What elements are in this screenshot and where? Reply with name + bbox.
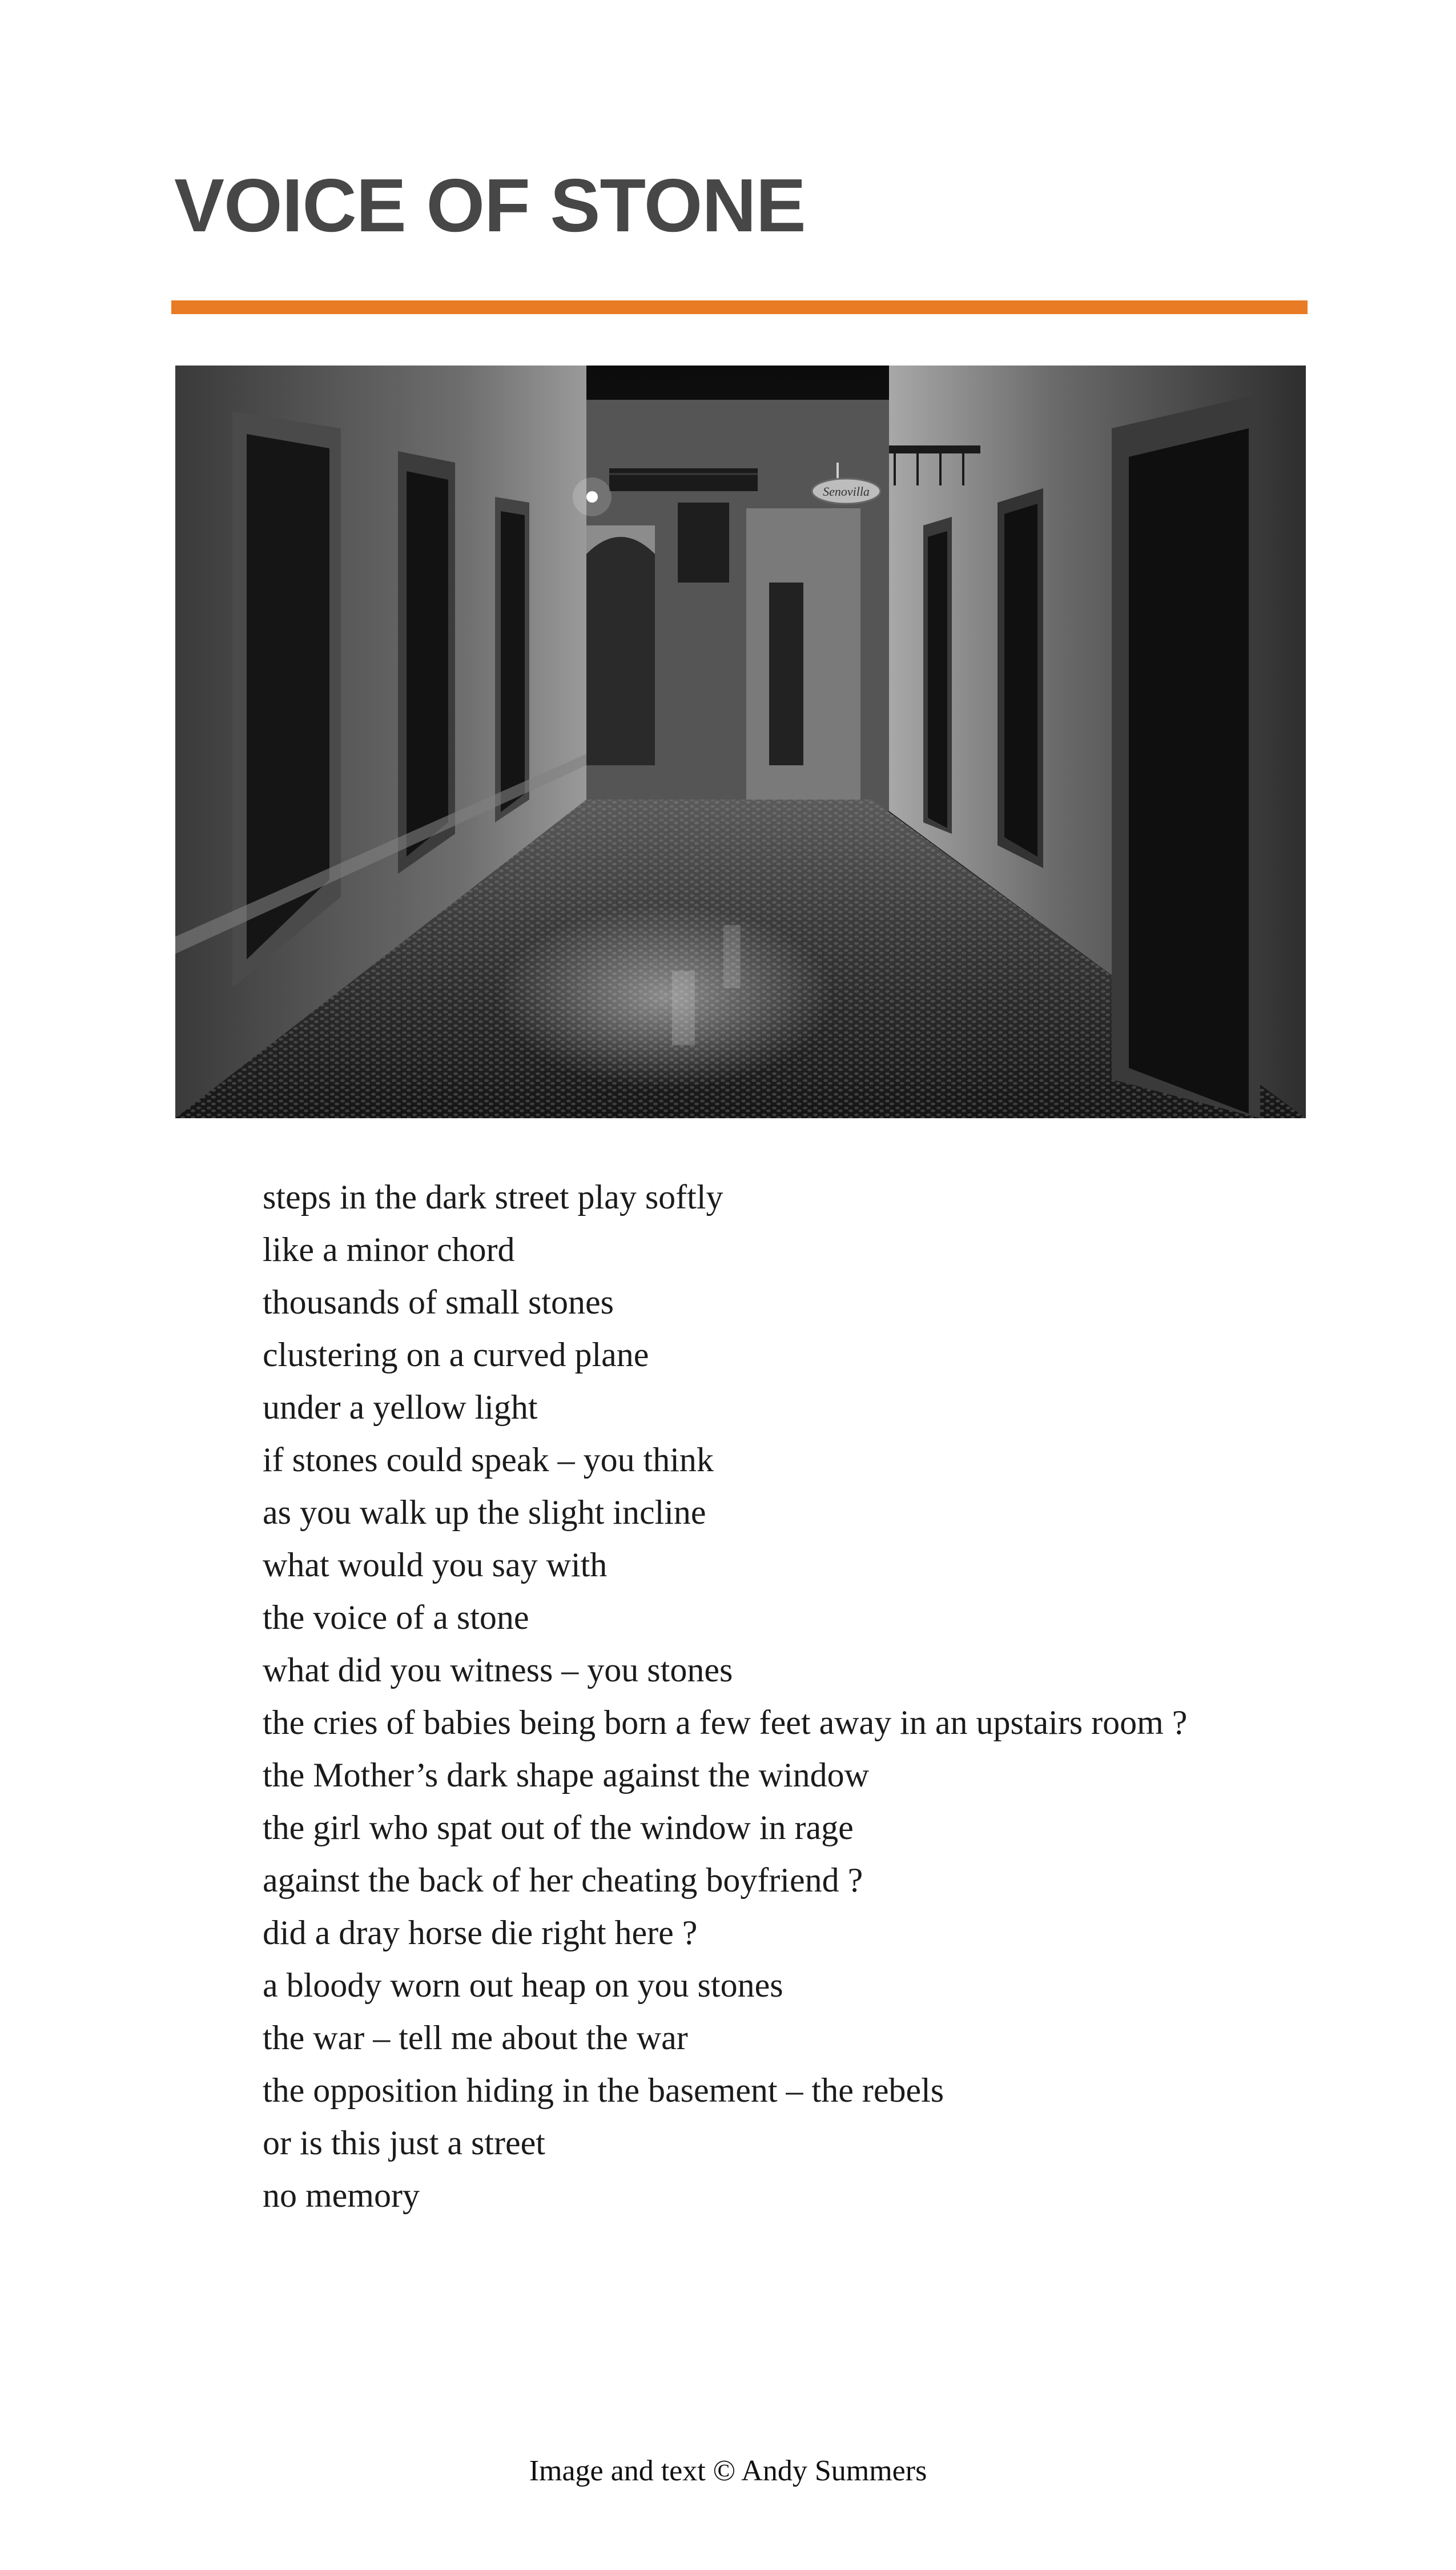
title-underline — [171, 300, 1308, 314]
poem-line: no memory — [263, 2177, 420, 2214]
poem-line: did a dray horse die right here ? — [263, 1914, 698, 1951]
poem-line: the cries of babies being born a few feet away in an upstairs room ? — [263, 1704, 1188, 1741]
hanging-sign-text: Senovilla — [823, 484, 870, 499]
poem-line: clustering on a curved plane — [263, 1336, 649, 1374]
poem-line: the voice of a stone — [263, 1599, 529, 1636]
poem-line: what did you witness – you stones — [263, 1651, 733, 1689]
poem-line: thousands of small stones — [263, 1283, 614, 1321]
poem-line: against the back of her cheating boyfriend ? — [263, 1861, 863, 1899]
poem-line: if stones could speak – you think — [263, 1441, 714, 1479]
page-title: VOICE OF STONE — [174, 163, 806, 247]
poem-line: under a yellow light — [263, 1388, 538, 1426]
poem — [263, 1171, 1187, 2222]
poem-line: the Mother’s dark shape against the window — [263, 1756, 869, 1794]
poem-line: the girl who spat out of the window in rage — [263, 1809, 854, 1846]
street-photo-image — [175, 366, 1306, 1118]
poem-line: the war – tell me about the war — [263, 2019, 688, 2057]
poem-line: or is this just a street — [263, 2124, 545, 2162]
street-photo — [175, 366, 1306, 1118]
poem-line: a bloody worn out heap on you stones — [263, 1966, 783, 2004]
poem-line: the opposition hiding in the basement – the rebels — [263, 2071, 944, 2109]
poem-line: what would you say with — [263, 1546, 608, 1584]
copyright-credit: Image and text © Andy Summers — [529, 2455, 927, 2487]
poem-line: like a minor chord — [263, 1231, 515, 1268]
poem-line: as you walk up the slight incline — [263, 1493, 706, 1531]
poem-line: steps in the dark street play softly — [263, 1178, 723, 1216]
